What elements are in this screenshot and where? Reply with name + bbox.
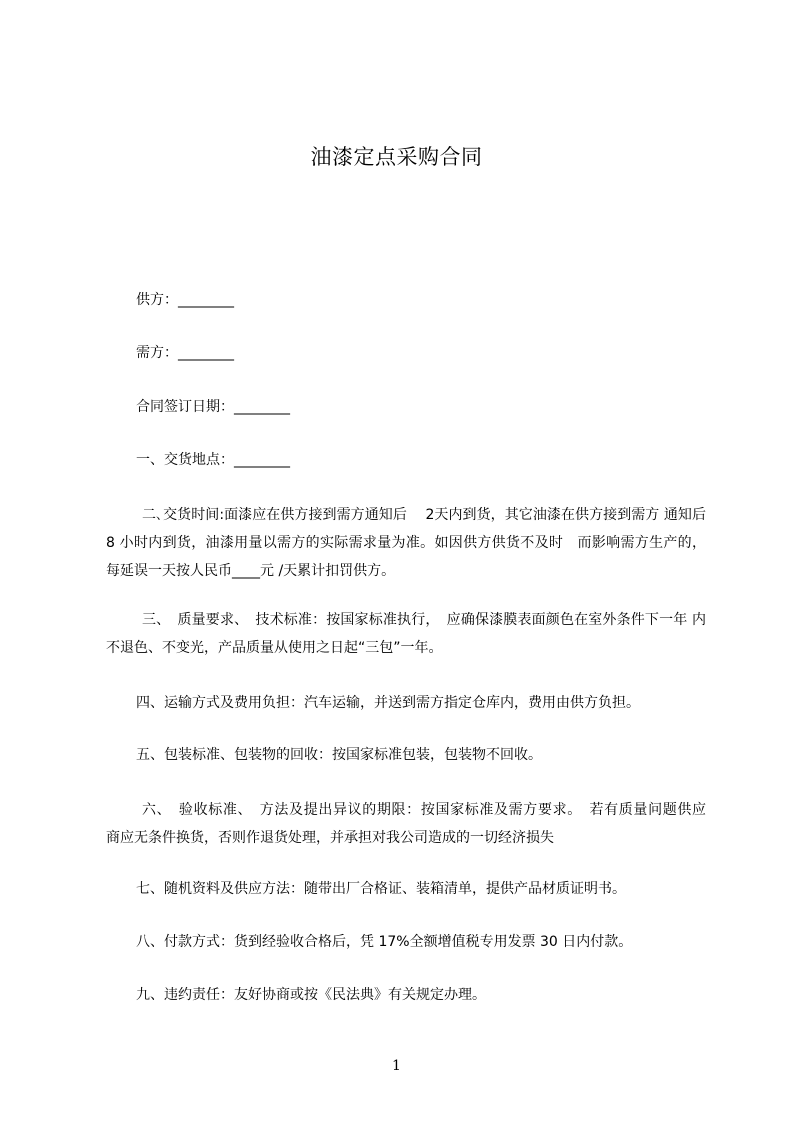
clause-documents: 七、随机资料及供应方法：随带出厂合格证、装箱清单，提供产品材质证明书。 [136,881,626,897]
clause-transport: 四、运输方式及费用负担：汽车运输，并送到需方指定仓库内，费用由供方负担。 [136,695,640,711]
clause-delivery-time-text: 二､交货时间:面漆应在供方接到需方通知后 2天内到货，其它油漆在供方接到需方 通知后 8 小时内到货，油漆用量以需方的实际需求量为准。如因供方供货不及时 而影响需方生产的，每延误一天按人民币____元 /天累计扣罚供方。 [106,507,706,579]
clause-acceptance-text: 六、 验收标准、 方法及提出异议的期限：按国家标准及需方要求。 若有质量问题供应 商应无条件换货，否则作退货处理，并承担对我公司造成的一切经济损失 [106,802,720,846]
clause-liability: 九、违约责任：友好协商或按《民法典》有关规定办理。 [136,987,486,1003]
clause-delivery-place: 一、交货地点：________ [136,452,290,468]
sign-date-line: 合同签订日期：________ [136,399,290,415]
buyer-line: 需方：________ [136,345,234,361]
clause-acceptance [106,796,720,852]
supplier-line: 供方：________ [136,292,234,308]
clause-payment: 八、付款方式：货到经验收合格后，凭 17%全额增值税专用发票 30 日内付款。 [136,934,633,950]
clause-quality-text: 三、 质量要求、 技术标准：按国家标准执行， 应确保漆膜表面颜色在室外条件下一年 内不退色、不变光，产品质量从使用之日起“三包”一年。 [106,612,706,656]
document-title: 油漆定点采购合同 [310,145,483,169]
clause-packaging: 五、包装标准、包装物的回收：按国家标准包装，包装物不回收。 [136,747,542,763]
page-number: 1 [392,1058,401,1074]
clause-delivery-time [106,501,706,585]
clause-quality [106,606,706,662]
